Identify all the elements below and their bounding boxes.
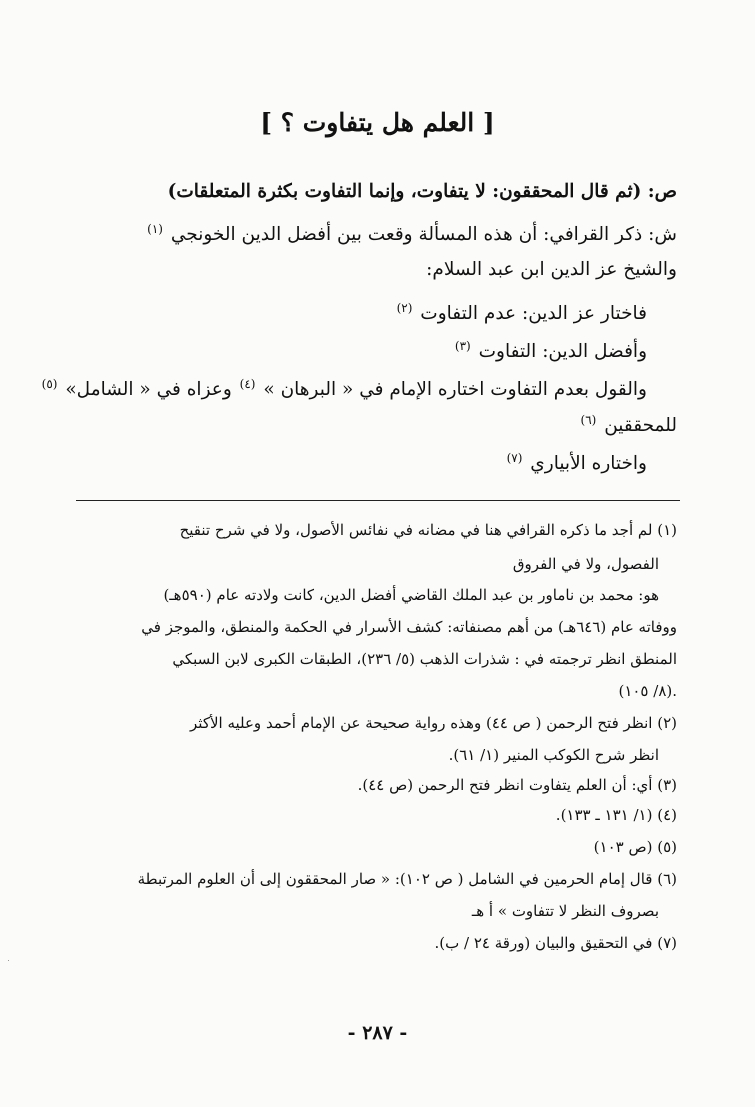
- footnote-divider: [76, 500, 680, 501]
- footnote-2-line-1: (٢) انظر فتح الرحمن ( ص ٤٤) وهذه رواية صحيحة عن الإمام أحمد وعليه الأكثر: [190, 714, 677, 732]
- commentary-line-1: [145, 214, 677, 250]
- section-title: [0, 108, 755, 137]
- commentary-line-6: [579, 405, 678, 441]
- footnote-1-line-6: (٨/ ١٠٥).: [618, 682, 677, 700]
- footnote-4: (٤) (١/ ١٣١ ـ ١٣٣).: [555, 806, 677, 824]
- footnote-ref-7: (٧): [506, 451, 523, 465]
- footnote-ref-2: (٢): [396, 301, 413, 315]
- commentary-text-7: واختاره الأبياري: [530, 453, 647, 475]
- footnote-ref-1: (١): [147, 222, 163, 236]
- footnote-1-line-3: هو: محمد بن ناماور بن عبد الملك القاضي أفضل الدين، كانت ولادته عام (٥٩٠هـ): [163, 586, 659, 604]
- footnote-6-line-1: (٦) قال إمام الحرمين في الشامل ( ص ١٠٢): « صار المحققون إلى أن العلوم المرتبطة: [137, 870, 677, 888]
- commentary-line-3: [395, 293, 647, 329]
- commentary-text-3: فاختار عز الدين: عدم التفاوت: [420, 303, 647, 325]
- footnote-1-line-5: المنطق انظر ترجمته في : شذرات الذهب (٥/ ٢٣٦)، الطبقات الكبرى لابن السبكي: [172, 650, 677, 668]
- commentary-line-7: [505, 443, 647, 479]
- commentary-text-5a: والقول بعدم التفاوت اختاره الإمام في « البرهان »: [263, 379, 647, 401]
- page-number-text: - ٢٨٧ -: [347, 1022, 408, 1044]
- commentary-line-2: والشيخ عز الدين ابن عبد السلام:: [426, 259, 677, 280]
- commentary-line-5: [40, 369, 647, 405]
- footnote-ref-3: (٣): [454, 339, 471, 353]
- footnote-6-line-2: بصروف النظر لا تتفاوت » أ هـ: [471, 902, 659, 920]
- footnote-1-line-4: ووفاته عام (٦٤٦هـ) من أهم مصنفاته: كشف الأسرار في الحكمة والمنطق، والموجز في: [141, 618, 677, 636]
- commentary-text-4: وأفضل الدين: التفاوت: [478, 341, 647, 363]
- footnote-ref-5: (٥): [41, 377, 58, 391]
- footnote-1-line-1: (١) لم أجد ما ذكره القرافي هنا في مضانه في نفائس الأصول، ولا في شرح تنقيح: [179, 521, 677, 539]
- footnote-2-line-2: انظر شرح الكوكب المنير (١/ ٦١).: [448, 746, 659, 764]
- footnote-1-line-2: الفصول، ولا في الفروق: [512, 555, 659, 573]
- footnote-7: (٧) في التحقيق والبيان (ورقة ٢٤ / ب).: [434, 934, 677, 952]
- footnote-ref-6: (٦): [580, 413, 597, 427]
- page-number: [0, 1022, 755, 1044]
- commentary-text-1: ش: ذكر القرافي: أن هذه المسألة وقعت بين أفضل الدين الخونجي: [170, 224, 677, 246]
- commentary-text-6: للمحققين: [604, 415, 677, 437]
- scan-speck: [8, 960, 9, 961]
- footnote-ref-4: (٤): [239, 377, 256, 391]
- footnote-5: (٥) (ص ١٠٣): [593, 838, 677, 856]
- commentary-text-5b: وعزاه في « الشامل»: [65, 379, 232, 401]
- commentary-line-4: [453, 331, 647, 367]
- statement-line: ص: (ثم قال المحققون: لا يتفاوت، وإنما التفاوت بكثرة المتعلقات): [167, 181, 677, 202]
- section-title-text: [ العلم هل يتفاوت ؟ ]: [260, 108, 495, 137]
- footnote-3: (٣) أي: أن العلم يتفاوت انظر فتح الرحمن (ص ٤٤).: [357, 776, 677, 794]
